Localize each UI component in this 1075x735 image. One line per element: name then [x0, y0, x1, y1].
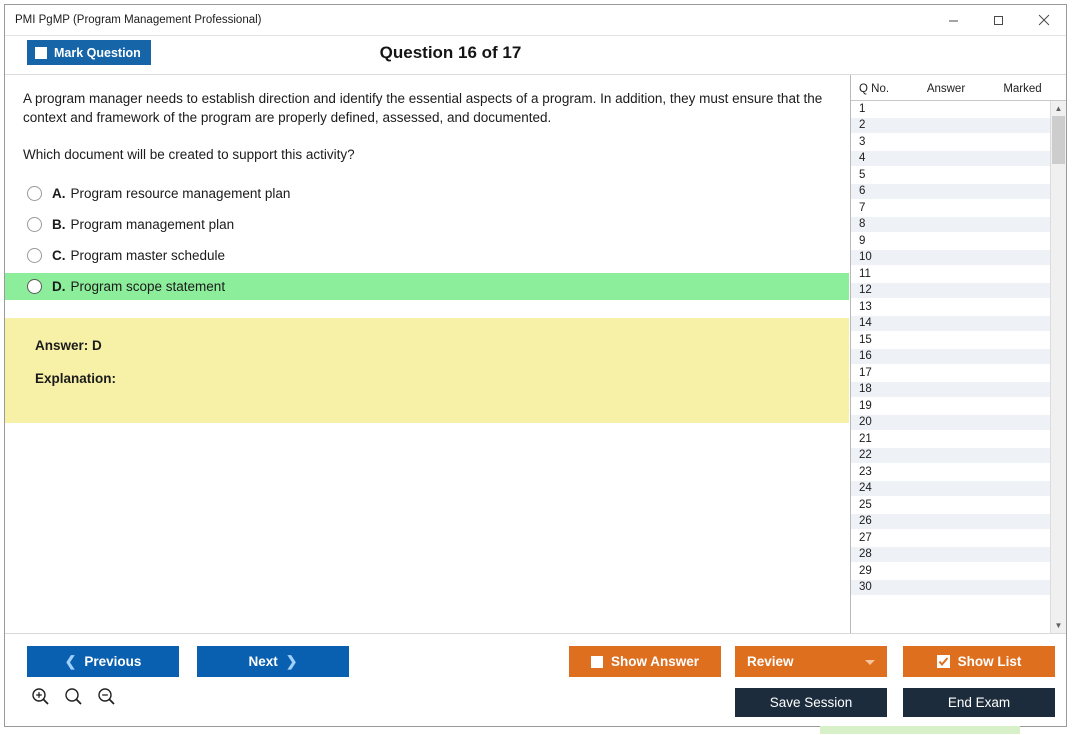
- question-list-row[interactable]: [851, 134, 1050, 151]
- question-number: 6: [859, 185, 866, 198]
- question-number: 7: [859, 201, 866, 214]
- question-prompt: Which document will be created to support this activity?: [23, 147, 355, 162]
- previous-button[interactable]: [27, 646, 179, 677]
- column-header-qno: Q No.: [859, 83, 890, 95]
- option-text: Program scope statement: [70, 279, 226, 294]
- question-list-row[interactable]: [851, 365, 1050, 382]
- question-number: 13: [859, 300, 872, 313]
- question-list-body: [851, 101, 1066, 633]
- save-session-button[interactable]: [735, 688, 887, 717]
- question-number: 24: [859, 482, 872, 495]
- checkbox-checked-icon: [937, 655, 950, 668]
- next-button[interactable]: [197, 646, 349, 677]
- zoom-in-icon[interactable]: [31, 687, 50, 711]
- next-label: Next: [248, 654, 278, 669]
- radio-icon[interactable]: [27, 186, 42, 201]
- question-list-row[interactable]: [851, 481, 1050, 498]
- question-number: 9: [859, 234, 866, 247]
- chevron-down-icon: [865, 660, 875, 665]
- option-text: Program resource management plan: [70, 186, 291, 201]
- checkbox-icon: [591, 656, 603, 668]
- question-list-row[interactable]: [851, 200, 1050, 217]
- question-number: 26: [859, 515, 872, 528]
- question-number: 20: [859, 416, 872, 429]
- question-number: 18: [859, 383, 872, 396]
- title-bar: [5, 5, 1066, 36]
- window-controls: [931, 5, 1066, 35]
- scroll-thumb[interactable]: [1052, 116, 1065, 164]
- question-list-row[interactable]: [851, 398, 1050, 415]
- question-number: 14: [859, 317, 872, 330]
- question-number: 4: [859, 152, 866, 165]
- question-list-row[interactable]: [851, 382, 1050, 399]
- question-number: 3: [859, 135, 866, 148]
- question-number: 28: [859, 548, 872, 561]
- scroll-up-icon[interactable]: ▲: [1054, 104, 1063, 113]
- option-text: Program master schedule: [70, 248, 226, 263]
- question-rows[interactable]: [851, 101, 1050, 633]
- question-number: 5: [859, 168, 866, 181]
- question-list-row[interactable]: [851, 283, 1050, 300]
- option-letter: A.: [52, 186, 66, 201]
- show-list-button[interactable]: [903, 646, 1055, 677]
- scroll-down-icon[interactable]: ▼: [1054, 621, 1063, 630]
- question-number: 30: [859, 581, 872, 594]
- question-list-row[interactable]: [851, 316, 1050, 333]
- question-list-row[interactable]: [851, 118, 1050, 135]
- question-list-row[interactable]: [851, 101, 1050, 118]
- question-number: 23: [859, 465, 872, 478]
- question-list-row[interactable]: [851, 184, 1050, 201]
- question-list-row[interactable]: [851, 464, 1050, 481]
- question-list-row[interactable]: [851, 580, 1050, 597]
- question-number: 29: [859, 564, 872, 577]
- question-list-row[interactable]: [851, 563, 1050, 580]
- mark-question-label: Mark Question: [54, 45, 141, 60]
- question-list-row[interactable]: [851, 250, 1050, 267]
- save-session-label: Save Session: [769, 695, 853, 710]
- question-list-row[interactable]: [851, 448, 1050, 465]
- exam-window: [4, 4, 1067, 727]
- zoom-out-icon[interactable]: [97, 687, 116, 711]
- close-icon[interactable]: [1021, 5, 1066, 35]
- maximize-icon[interactable]: [976, 5, 1021, 35]
- review-label: Review: [747, 654, 794, 669]
- column-header-marked: Marked: [1003, 83, 1042, 95]
- question-header: [5, 36, 1066, 75]
- question-list-row[interactable]: [851, 497, 1050, 514]
- question-stem: A program manager needs to establish direction and identify the essential aspects of a program. In addition, they must ensure that the context and framework of the program are properly defined, assessed, and documented.: [23, 91, 823, 125]
- question-list-header: [851, 75, 1066, 101]
- show-answer-label: Show Answer: [610, 654, 699, 669]
- radio-icon[interactable]: [27, 248, 42, 263]
- question-number: 1: [859, 102, 866, 115]
- column-header-answer: Answer: [926, 83, 966, 95]
- question-list-row[interactable]: [851, 415, 1050, 432]
- question-list-row[interactable]: [851, 514, 1050, 531]
- question-pane: [5, 75, 850, 633]
- option-letter: C.: [52, 248, 66, 263]
- question-number: 16: [859, 350, 872, 363]
- question-list-pane: [850, 75, 1066, 633]
- option-d[interactable]: [5, 273, 849, 300]
- explanation-label: Explanation:: [35, 371, 117, 386]
- minimize-icon[interactable]: [931, 5, 976, 35]
- question-number: 11: [859, 267, 871, 280]
- previous-label: Previous: [84, 654, 142, 669]
- question-list-row[interactable]: [851, 299, 1050, 316]
- option-c[interactable]: [5, 242, 850, 269]
- question-list-row[interactable]: [851, 431, 1050, 448]
- question-number: 19: [859, 399, 872, 412]
- chevron-right-icon: ❯: [285, 653, 298, 669]
- page-title: Question 16 of 17: [379, 43, 522, 62]
- question-number: 10: [859, 251, 872, 264]
- question-number: 17: [859, 366, 872, 379]
- option-a[interactable]: [5, 180, 850, 207]
- taskbar-sliver: [820, 726, 1020, 734]
- zoom-controls: [31, 687, 116, 711]
- scroll-track[interactable]: [1051, 116, 1066, 618]
- question-number: 2: [859, 119, 866, 132]
- footer-toolbar: [5, 633, 1066, 726]
- question-list-row[interactable]: [851, 349, 1050, 366]
- radio-icon[interactable]: [27, 217, 42, 232]
- question-list-row[interactable]: [851, 167, 1050, 184]
- answer-explanation-box: [5, 318, 849, 423]
- question-number: 27: [859, 531, 872, 544]
- question-number: 8: [859, 218, 866, 231]
- question-list-row[interactable]: [851, 530, 1050, 547]
- end-exam-label: End Exam: [947, 695, 1011, 710]
- review-dropdown[interactable]: [735, 646, 887, 677]
- option-letter: B.: [52, 217, 66, 232]
- option-text: Program management plan: [70, 217, 235, 232]
- question-number: 15: [859, 333, 872, 346]
- question-list-row[interactable]: [851, 217, 1050, 234]
- option-letter: D.: [52, 279, 66, 294]
- question-list-row[interactable]: [851, 547, 1050, 564]
- question-list-row[interactable]: [851, 233, 1050, 250]
- question-list-row[interactable]: [851, 266, 1050, 283]
- answer-label: Answer: D: [35, 338, 102, 353]
- option-b[interactable]: [5, 211, 850, 238]
- question-list-row[interactable]: [851, 151, 1050, 168]
- window-title: PMI PgMP (Program Management Professional): [15, 14, 262, 26]
- question-number: 21: [859, 432, 872, 445]
- show-answer-button[interactable]: [569, 646, 721, 677]
- end-exam-button[interactable]: [903, 688, 1055, 717]
- question-list-row[interactable]: [851, 332, 1050, 349]
- question-number: 12: [859, 284, 872, 297]
- chevron-left-icon: ❮: [64, 653, 77, 669]
- question-number: 22: [859, 449, 872, 462]
- zoom-reset-icon[interactable]: [64, 687, 83, 711]
- list-scrollbar[interactable]: [1050, 101, 1066, 633]
- content-area: [5, 75, 1066, 633]
- show-list-label: Show List: [957, 654, 1022, 669]
- radio-icon[interactable]: [27, 279, 42, 294]
- question-number: 25: [859, 498, 872, 511]
- answer-options: [5, 180, 850, 300]
